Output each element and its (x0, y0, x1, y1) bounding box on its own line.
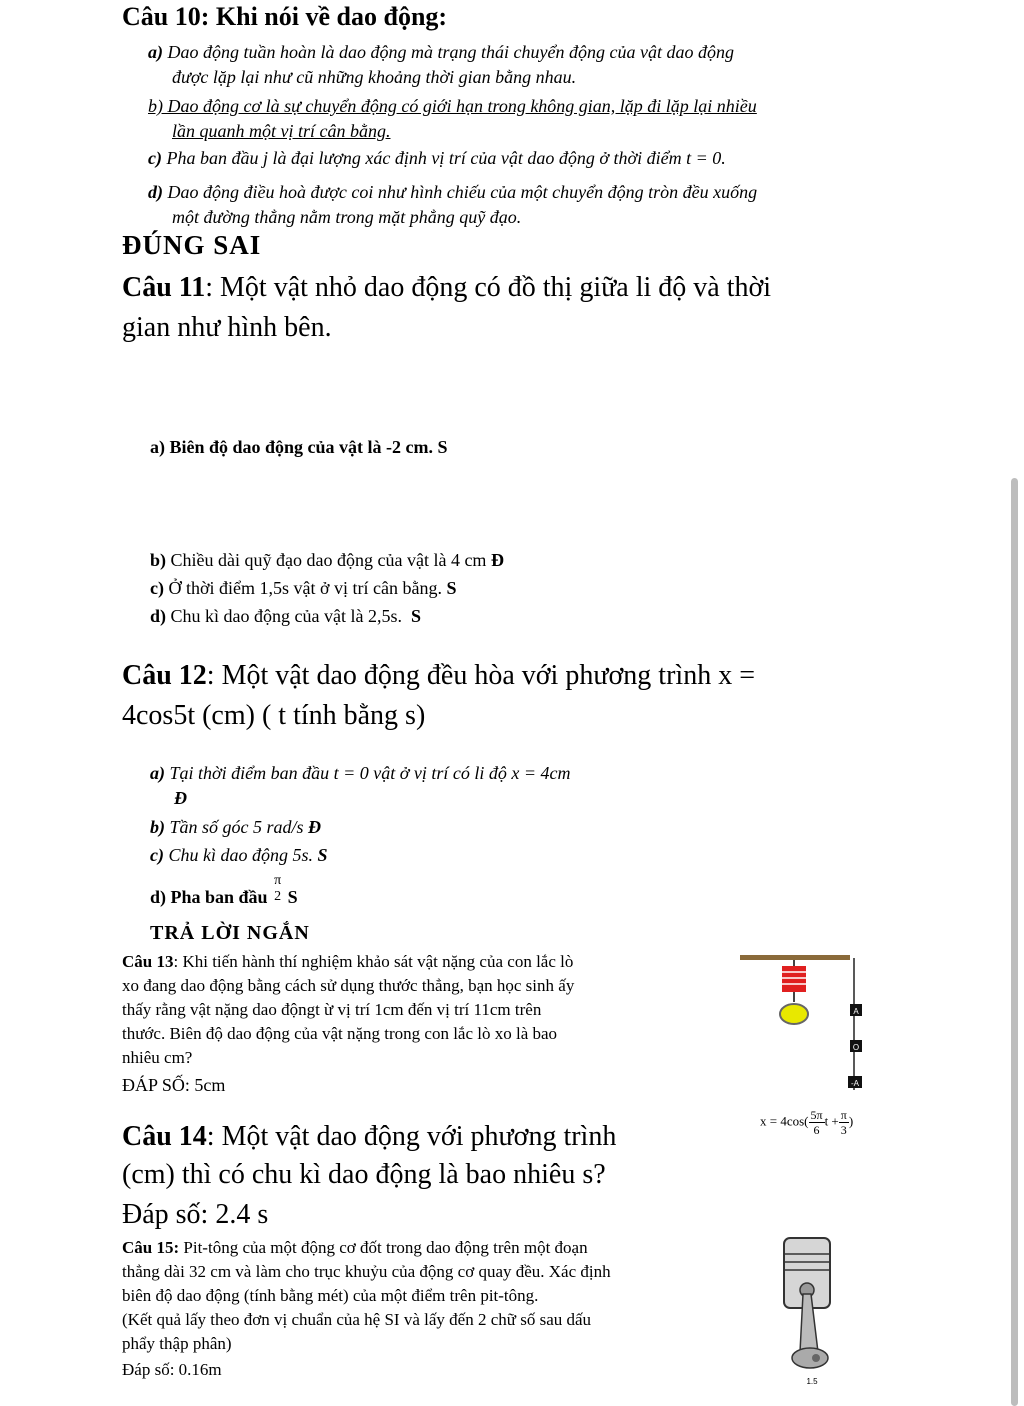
q12-d: d) Pha ban đầu π 2 S (150, 873, 298, 908)
piston-caption: 1.5 (806, 1377, 818, 1386)
scrollbar[interactable] (1011, 478, 1018, 1406)
section-short-answer: TRẢ LỜI NGẮN (150, 922, 310, 944)
q14-question-line1: Câu 14: Một vật dao động với phương trình (122, 1121, 617, 1152)
section-true-false: ĐÚNG SAI (122, 230, 262, 260)
q11-d: d) Chu kì dao động của vật là 2,5s. S (150, 606, 421, 626)
label-O: O (852, 1043, 860, 1052)
q13-answer: ĐÁP SỐ: 5cm (122, 1075, 226, 1095)
ceiling-bar (740, 955, 850, 960)
q12-a: a) Tại thời điểm ban đầu t = 0 vật ở vị trí có li độ x = 4cm Đ (150, 763, 571, 808)
q14-equation: x = 4cos( $\frac{5\pi}{6}$ t + $\frac{\pi}{3}$ ) (760, 1108, 854, 1137)
q10-c: c) Pha ban đầu j là đại lượng xác định vị trí của vật dao động ở thời điểm t = 0. (148, 148, 726, 168)
q10-title: Câu 10: Khi nói về dao động: (122, 2, 448, 31)
q13-question: Câu 13: Khi tiến hành thí nghiệm khảo sát vật nặng của con lắc lò xo đang dao động bằng cách sử dụng thước thẳng, bạn học sinh ấy thấy rằng vật nặng dao độngt ừ vị trí 1cm đến vị trí 11cm trên thước. Biên độ dao động của vật nặng trong con lắc lò xo là bao nhiêu cm? (122, 952, 575, 1067)
q15-answer: Đáp số: 0.16m (122, 1360, 222, 1379)
q10-a: a) Dao động tuần hoàn là dao động mà trạng thái chuyển động của vật dao động được lặp lại như cũ những khoảng thời gian bằng nhau. (148, 42, 734, 87)
q11-question: Câu 11: Một vật nhỏ dao động có đồ thị giữa li độ và thời gian như hình bên. (122, 272, 772, 343)
q10-b: b) Dao động cơ là sự chuyển động có giới hạn trong không gian, lặp đi lặp lại nhiều lần quanh một vị trí cân bằng. (148, 96, 757, 141)
spring (782, 966, 806, 992)
q14-question-line2: (cm) thì có chu kì dao động là bao nhiêu s? (122, 1159, 606, 1190)
piston-figure (778, 1232, 840, 1400)
label-neg-A: -A (851, 1079, 859, 1088)
q11-b: b) Chiều dài quỹ đạo dao động của vật là 4 cm Đ (150, 550, 504, 570)
label-A: A (853, 1007, 859, 1016)
q10-d: d) Dao động điều hoà được coi như hình chiếu của một chuyển động tròn đều xuống một đường thẳng nằm trong mặt phẳng quỹ đạo. (148, 182, 758, 227)
q12-b: b) Tần số góc 5 rad/s Đ (150, 817, 322, 837)
crankshaft (792, 1348, 828, 1368)
q12-question: Câu 12: Một vật dao động đều hòa với phương trình x = 4cos5t (cm) ( t tính bằng s) (122, 660, 755, 731)
q11-a: a) Biên độ dao động của vật là -2 cm. S (150, 437, 448, 457)
q14-answer: Đáp số: 2.4 s (122, 1199, 269, 1230)
mass-bob (780, 1004, 808, 1024)
q11-c: c) Ở thời điểm 1,5s vật ở vị trí cân bằng. S (150, 578, 457, 598)
q12-c: c) Chu kì dao động 5s. S (150, 845, 328, 865)
spring-pendulum-figure (738, 950, 888, 1096)
q15-question: Câu 15: Pit-tông của một động cơ đốt trong dao động trên một đoạn thẳng dài 32 cm và làm cho trục khuỷu của động cơ quay đều. Xác định biên độ dao động (tính bằng mét) của một điểm trên pit-tông. (Kết quả lấy theo đơn vị chuẩn của hệ SI và lấy đến 2 chữ số sau dấu phẩy thập phân) (122, 1238, 611, 1353)
